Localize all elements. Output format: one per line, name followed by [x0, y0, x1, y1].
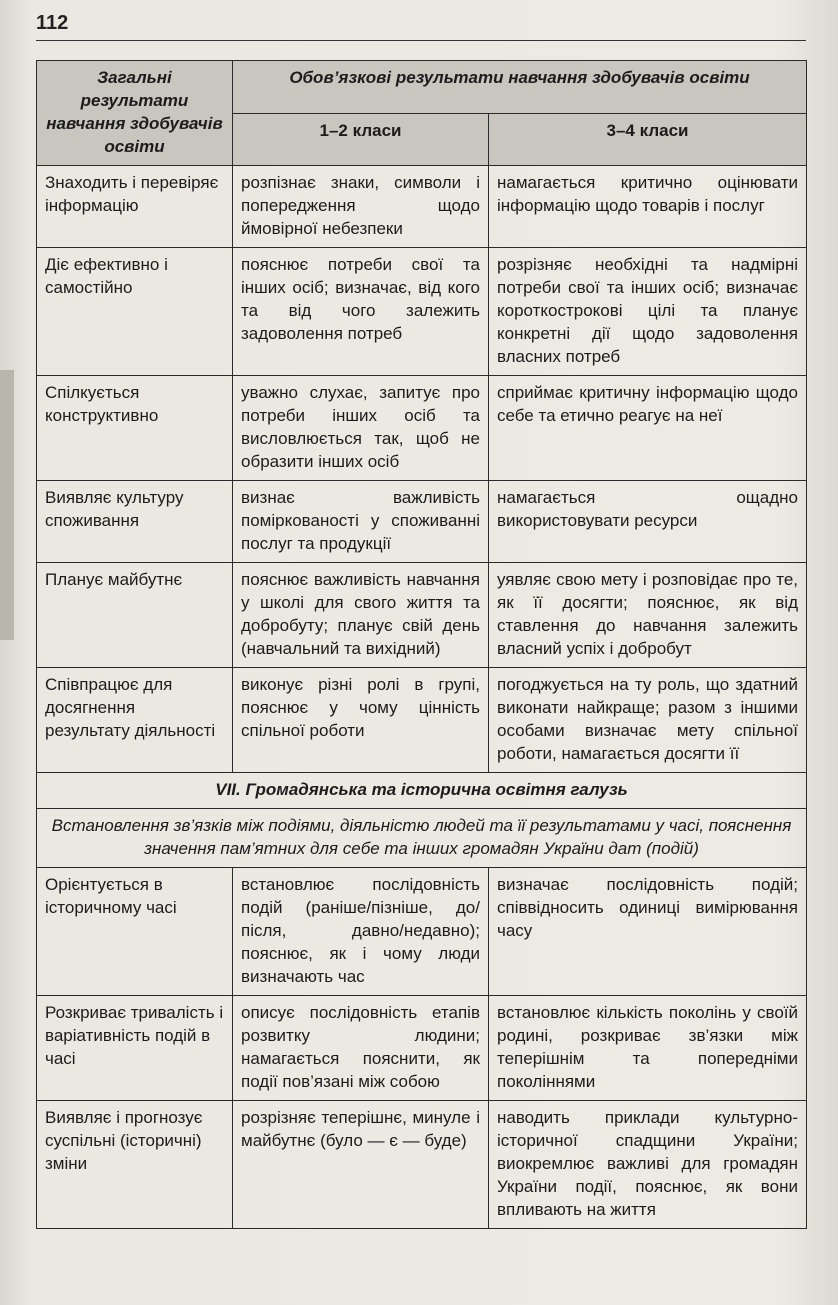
header-grades-1-2: 1–2 класи [233, 113, 489, 166]
table-row [37, 1101, 807, 1229]
grades-3-4-cell: сприймає критичну інформацію щодо себе та етично реагує на неї [489, 376, 807, 481]
table-row [37, 868, 807, 996]
subsection-title: Встановлення зв’язків між подіями, діяльністю людей та її результатами у часі, пояснення значення пам’ятних для себе та інших громадян України дат (подій) [37, 809, 807, 868]
table-row [37, 481, 807, 563]
grades-3-4-cell: наводить приклади культурно-історичної спадщини України; виокремлює важливі для громадян України події, пояснює, як вони впливають на життя [489, 1101, 807, 1229]
results-table [36, 60, 807, 1229]
grades-1-2-cell: визнає важливість поміркованості у споживанні послуг та продукції [233, 481, 489, 563]
table-row [37, 248, 807, 376]
page-edge-tab [0, 370, 14, 640]
general-result-cell: Розкриває тривалість і варіативність подій в часі [37, 996, 233, 1101]
general-result-cell: Спілкується конструктивно [37, 376, 233, 481]
grades-3-4-cell: встановлює кількість поколінь у своїй родині, розкриває зв’язки між теперішнім та попередніми поколіннями [489, 996, 807, 1101]
table-row [37, 668, 807, 773]
grades-1-2-cell: встановлює послідовність подій (раніше/пізніше, до/після, давно/недавно); пояснює, як і чому люди визначають час [233, 868, 489, 996]
general-result-cell: Діє ефективно і самостійно [37, 248, 233, 376]
grades-1-2-cell: розпізнає знаки, символи і попередження щодо ймовірної небезпеки [233, 166, 489, 248]
general-result-cell: Знаходить і перевіряє інформацію [37, 166, 233, 248]
subsection-heading-row [37, 809, 807, 868]
grades-3-4-cell: намагається критично оцінювати інформацію щодо товарів і послуг [489, 166, 807, 248]
section-title: VII. Громадянська та історична освітня галузь [37, 773, 807, 809]
grades-1-2-cell: розрізняє теперішнє, минуле і майбутнє (було — є — буде) [233, 1101, 489, 1229]
grades-3-4-cell: намагається ощадно використовувати ресурси [489, 481, 807, 563]
grades-3-4-cell: уявляє свою мету і розповідає про те, як її досягти; пояснює, як від ставлення до навчання залежить власний успіх і добробут [489, 563, 807, 668]
general-result-cell: Планує майбутнє [37, 563, 233, 668]
general-result-cell: Співпрацює для досягнення результату діяльності [37, 668, 233, 773]
header-general-results: Загальні результати навчання здобувачів освіти [37, 61, 233, 166]
grades-1-2-cell: уважно слухає, запитує про потреби інших осіб та висловлюється так, щоб не образити інших осіб [233, 376, 489, 481]
header-grades-3-4: 3–4 класи [489, 113, 807, 166]
grades-1-2-cell: пояснює важливість навчання у школі для свого життя та добробуту; планує свій день (навчальний та вихідний) [233, 563, 489, 668]
table-row [37, 376, 807, 481]
general-result-cell: Орієнтується в історичному часі [37, 868, 233, 996]
grades-3-4-cell: визначає послідовність подій; співвідносить одиниці вимірювання часу [489, 868, 807, 996]
page-number: 112 [36, 12, 69, 34]
general-result-cell: Виявляє культуру споживання [37, 481, 233, 563]
table-row [37, 166, 807, 248]
grades-3-4-cell: розрізняє необхідні та надмірні потреби свої та інших осіб; визначає короткострокові цілі та планує конкретні дії щодо задоволення власних потреб [489, 248, 807, 376]
section-heading-row [37, 773, 807, 809]
header-mandatory-results: Обов’язкові результати навчання здобувачів освіти [233, 61, 807, 114]
table-row [37, 996, 807, 1101]
grades-3-4-cell: погоджується на ту роль, що здатний виконати найкраще; разом з іншими особами визначає мету спільної роботи, намагається досягти її [489, 668, 807, 773]
grades-1-2-cell: описує послідовність етапів розвитку людини; намагається пояснити, як події пов’язані між собою [233, 996, 489, 1101]
table-row [37, 563, 807, 668]
grades-1-2-cell: виконує різні ролі в групі, пояснює у чому цінність спільної роботи [233, 668, 489, 773]
general-result-cell: Виявляє і прогнозує суспільні (історичні) зміни [37, 1101, 233, 1229]
grades-1-2-cell: пояснює потреби свої та інших осіб; визначає, від кого та від чого залежить задоволення потреб [233, 248, 489, 376]
header-rule [36, 40, 806, 41]
